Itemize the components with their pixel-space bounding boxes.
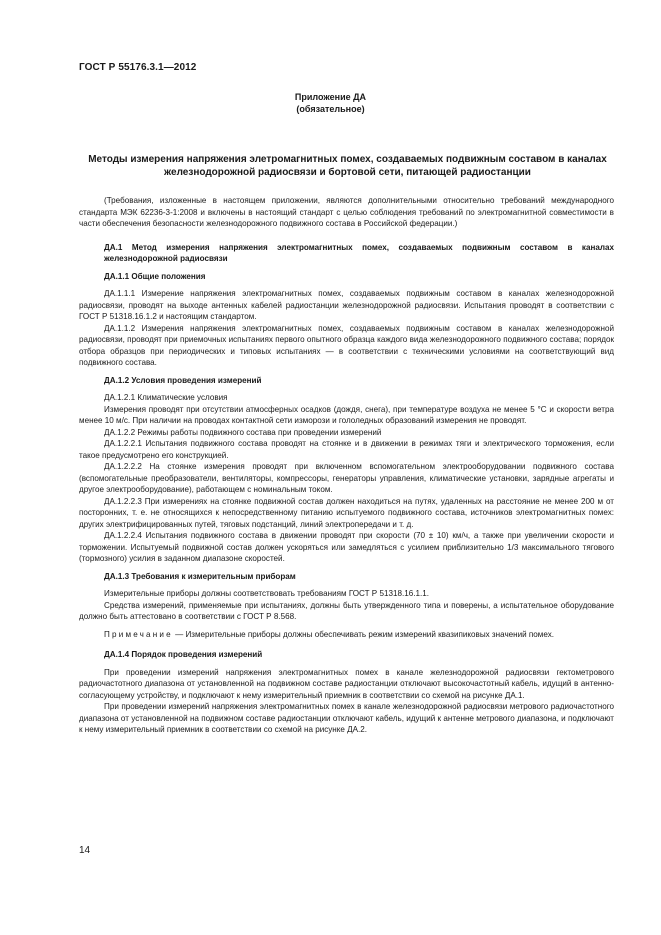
paragraph-climate: Измерения проводят при отсутствии атмосферных осадков (дождя, снега), при температуре воздуха не менее 5 °С и скорости ветра менее 10 м/с. При наличии на проводах контактной сети изморози и гололедных образований измерения не проводят. [79, 404, 614, 425]
paragraph-hectometer: При проведении измерений напряжения электромагнитных помех в канале железнодорожной радиосвязи гектометрового радиочастотного диапазона от установленной на подвижном составе радиостанции отключают высокочастотный кабель, идущий в антенно-согласующему устройству, и подключают к нему измерительный приемник в соответствии со схемой на рисунке ДА.1. [79, 667, 614, 700]
intro-paragraph: (Требования, изложенные в настоящем приложении, являются дополнительными относительно требований международного стандарта МЭК 62236-3-1:2008 и включены в настоящий стандарт с целью соблюдения требований по электромагнитной совместимости в части обеспечения безопасности железнодорожного подвижного состава в Российской федерации.) [79, 196, 614, 228]
paragraph-da1223: ДА.1.2.2.3 При измерениях на стоянке подвижной состав должен находиться на путях, удаленных на расстояние не менее 200 м от посторонних, т. е. не относящихся к непосредственному питанию испытуемого подвижного состава, источников электромагнитных помех: других электрифицированных путей, тяговых подстанций, линий электропередачи и т. д. [79, 496, 614, 529]
note-text: — Измерительные приборы должны обеспечивать режим измерений квазипиковых значений помех. [172, 629, 554, 639]
document-code: ГОСТ Р 55176.3.1—2012 [79, 62, 197, 73]
section-heading-da11: ДА.1.1 Общие положения [104, 271, 206, 281]
paragraph-da111: ДА.1.1.1 Измерение напряжения электромагнитных помех, создаваемых подвижным составом в каналах железнодорожной радиосвязи, проводят на выходе антенных кабелей радиостанции железнодорожной радиосвязи. Испытания проводят в соответствии с ГОСТ Р 51318.16.1.2 и настоящим стандартом. [79, 289, 614, 321]
note [79, 629, 614, 641]
paragraph-instruments: Измерительные приборы должны соответствовать требованиям ГОСТ Р 51318.16.1.1. [104, 589, 429, 598]
paragraph-da1221: ДА.1.2.2.1 Испытания подвижного состава проводят на стоянке и в движении в режимах тяги и электрического торможения, если такое предусмотрено его конструкцией. [79, 439, 614, 460]
page-number: 14 [79, 845, 91, 856]
annex-main-title: Методы измерения напряжения элетромагнитных помех, создаваемых подвижным составом в каналах железнодорожной радиосвязи и бортовой сети, питающей радиостанции [88, 154, 607, 178]
section-heading-da12: ДА.1.2 Условия проведения измерений [104, 375, 262, 385]
paragraph-da122: ДА.1.2.2 Режимы работы подвижного состава при проведении измерений [104, 427, 382, 437]
section-heading-da1: ДА.1 Метод измерения напряжения электромагнитных помех, создаваемых подвижным составом в каналах железнодорожной радиосвязи [104, 242, 614, 263]
paragraph-da112: ДА.1.1.2 Измерения напряжения электромагнитных помех, создаваемых подвижным составом в каналах железнодорожной радиосвязи, проводят при приемочных испытаниях первого опытного образца каждого вида железнодорожного подвижного состава; порядок отбора образцов при периодических и типовых испытаниях — в соответствии с техническими условиями на соответствующий вид подвижного состава. [79, 323, 614, 367]
paragraph-da1222: ДА.1.2.2.2 На стоянке измерения проводят при включенном вспомогательном электрооборудовании подвижного состава (вспомогательные преобразователи, вентиляторы, компрессоры, генераторы управления, климатические установки, зарядные агрегаты и другое электрооборудование), работающем с номинальным током. [79, 462, 614, 494]
paragraph-da121: ДА.1.2.1 Климатические условия [104, 393, 228, 402]
paragraph-meter: При проведении измерений напряжения электромагнитных помех в канале железнодорожной радиосвязи метрового радиочастотного диапазона от установленной на подвижном составе радиостанции отключают кабель, идущий к антенне метрового диапазона, и подключают к нему измерительный приемник в соответствии со схемой на рисунке ДА.2. [79, 702, 614, 734]
paragraph-da1224: ДА.1.2.2.4 Испытания подвижного состава в движении проводят при скорости (70 ± 10) км/ч, а также при увеличении скорости и торможении. Испытуемый подвижной состав должен ускоряться или замедляться с усилием приблизительно 1/3 максимального тягового (тормозного) усилия в заданном диапазоне скоростей. [79, 531, 614, 563]
section-heading-da14: ДА.1.4 Порядок проведения измерений [104, 650, 263, 659]
document-body [79, 195, 614, 736]
note-label: Примечание [104, 629, 173, 639]
annex-heading [0, 91, 661, 115]
annex-status: (обязательное) [296, 104, 365, 114]
annex-title: Приложение ДА [294, 92, 367, 102]
section-heading-da13: ДА.1.3 Требования к измерительным приборам [104, 571, 296, 581]
paragraph-certification: Средства измерений, применяемые при испытаниях, должны быть утвержденного типа и поверены, а испытательное оборудование должно быть аттестовано в соответствии с ГОСТ Р 8.568. [79, 600, 614, 621]
